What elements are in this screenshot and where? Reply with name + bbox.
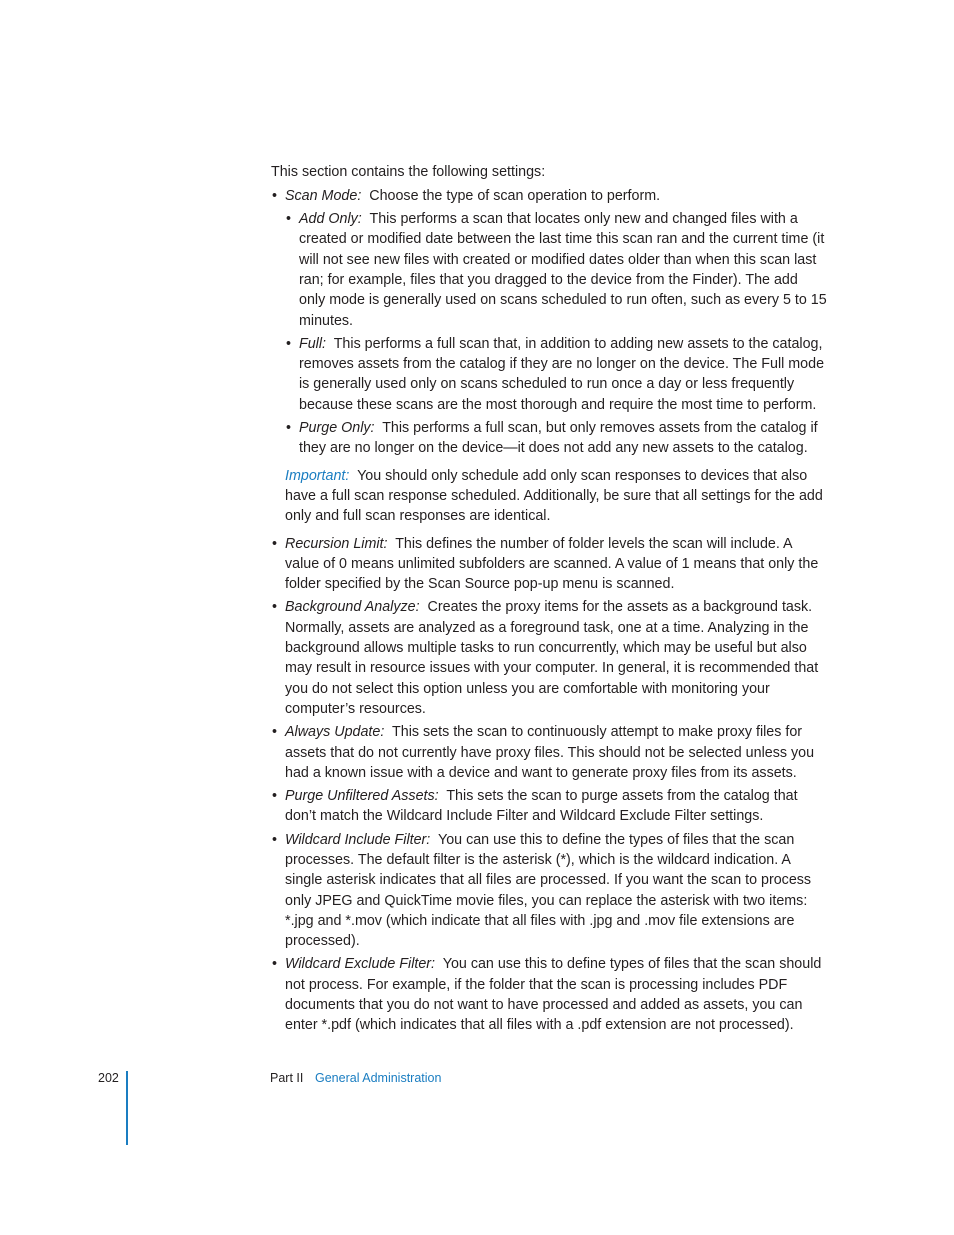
bullet: • [272, 599, 278, 616]
setting-always-update [271, 722, 827, 783]
option-description: This performs a full scan that, in addition to adding new assets to the catalog, removes assets from the catalog if they are no longer on the device. The Full mode is generally used only on scans scheduled to run once a day or less frequently because these scans are the most thorough and require the most time to perform. [299, 335, 825, 413]
option-term: Purge Only: [299, 420, 375, 437]
setting-description: This sets the scan to continuously attempt to make proxy files for assets that do not currently have proxy files. This should not be selected unless you had a known issue with a device and want to generate proxy files from its assets. [285, 724, 815, 781]
setting-purge-unfiltered-assets [271, 786, 827, 827]
scan-mode-option-full [285, 334, 827, 415]
bullet: • [272, 535, 278, 552]
bullet: • [272, 724, 278, 741]
page-number: 202 [98, 1071, 119, 1085]
option-description: This performs a scan that locates only new and changed files with a created or modified date between the last time this scan ran and the current time (it will not see new files with created or modified dates older than when this scan last ran; for example, files that you dragged to the device from the Finder). The add only mode is generally used on scans scheduled to run often, such as every 5 to 15 minutes. [299, 211, 827, 329]
option-description: This performs a full scan, but only removes assets from the catalog if they are no longer on the device—it does not add any new assets to the catalog. [299, 420, 818, 457]
scan-mode-option-add-only [285, 209, 827, 331]
scan-mode-option-purge-only [285, 418, 827, 459]
setting-term: Wildcard Include Filter: [285, 831, 431, 848]
bullet: • [272, 788, 278, 805]
setting-description: Creates the proxy items for the assets as a background task. Normally, assets are analyzed as a foreground task, one at a time. Analyzing in the background allows multiple tasks to run concurrently, which may be useful but also may result in resource issues with your computer. In general, it is recommended that you do not select this option unless you are comfortable with monitoring your computer’s resources. [285, 599, 819, 717]
setting-term: Scan Mode: [285, 187, 362, 204]
setting-wildcard-include-filter [271, 830, 827, 952]
setting-scan-mode [271, 186, 827, 206]
setting-term: Always Update: [285, 724, 385, 741]
page-body [271, 162, 827, 1039]
setting-term: Purge Unfiltered Assets: [285, 788, 439, 805]
setting-recursion-limit [271, 534, 827, 595]
footer-divider [126, 1071, 128, 1145]
setting-description: This defines the number of folder levels the scan will include. A value of 0 means unlimited subfolders are scanned. A value of 1 means that only the folder specified by the Scan Source pop-up menu is scanned. [285, 535, 819, 593]
option-term: Add Only: [299, 211, 362, 228]
setting-term: Wildcard Exclude Filter: [285, 956, 436, 973]
bullet: • [286, 420, 292, 437]
setting-description: You can use this to define types of files that the scan should not process. For example, if the folder that the scan is processing includes PDF documents that you do not want to have processed and added as assets, you can enter *.pdf (which indicates that all files with a .pdf extension are not processed). [285, 956, 822, 1034]
bullet: • [272, 187, 278, 204]
setting-background-analyze [271, 597, 827, 719]
setting-description: Choose the type of scan operation to perform. [369, 187, 661, 204]
setting-wildcard-exclude-filter [271, 954, 827, 1035]
important-text: You should only schedule add only scan responses to devices that also have a full scan response scheduled. Additionally, be sure that all settings for the add only and full scan responses are identical. [285, 467, 823, 525]
bullet: • [286, 335, 292, 352]
setting-term: Background Analyze: [285, 599, 420, 616]
option-term: Full: [299, 335, 327, 352]
intro-text: This section contains the following settings: [271, 164, 546, 180]
setting-term: Recursion Limit: [285, 535, 388, 552]
bullet: • [272, 831, 278, 848]
bullet: • [272, 956, 278, 973]
important-note [285, 466, 827, 527]
setting-description: This sets the scan to purge assets from the catalog that don’t match the Wildcard Include Filter and Wildcard Exclude Filter settings. [285, 788, 798, 825]
important-label: Important: [285, 467, 350, 484]
setting-description: You can use this to define the types of files that the scan processes. The default filter is the asterisk (*), which is the wildcard indication. A single asterisk indicates that all files are processed. If you want the scan to process only JPEG and QuickTime movie files, you can replace the asterisk with two items: *.jpg and *.mov (which indicate that all files with .jpg and .mov file extensions are processed). [285, 831, 812, 950]
footer-section-title: General Administration [315, 1071, 442, 1085]
bullet: • [286, 211, 292, 228]
footer-part-label: Part II [270, 1071, 304, 1085]
